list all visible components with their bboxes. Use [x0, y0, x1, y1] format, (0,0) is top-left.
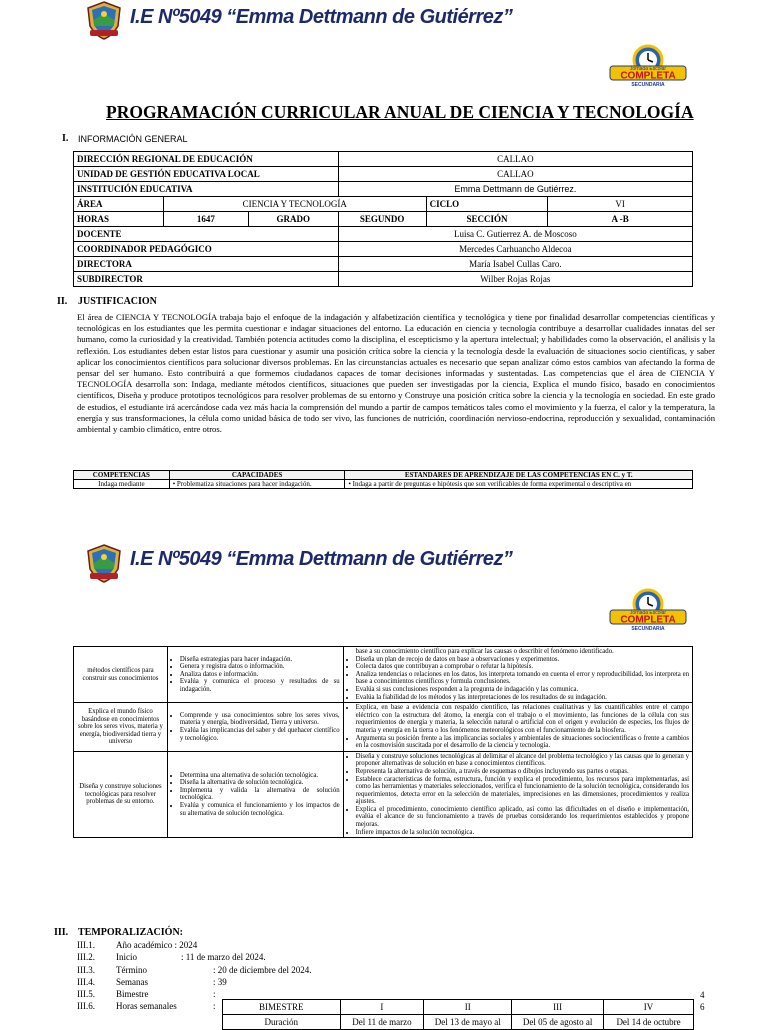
side-number: 6 [700, 1002, 705, 1012]
item-value: : 11 de marzo del 2024. [181, 952, 266, 963]
column-header: CAPACIDADES [169, 471, 345, 480]
table-row [74, 480, 693, 489]
item-value: : [213, 1001, 216, 1012]
competencia-cell: Explica el mundo físico basándose en conocimientos sobre los seres vivos, materia y energía, biodiversidad tierra y universo [74, 703, 168, 752]
table-cell: Del 05 de agosto al [512, 1015, 604, 1030]
section-number: I. [62, 133, 69, 144]
row-label: Duración [223, 1015, 341, 1030]
table-row [74, 227, 693, 242]
school-title: I.E Nº5049 “Emma Dettmann de Gutiérrez” [130, 6, 513, 28]
section-title: INFORMACIÓN GENERAL [78, 134, 188, 144]
clock-icon [608, 584, 688, 636]
section-number: III. [54, 927, 69, 938]
competencies-table [73, 646, 693, 838]
list-item: • Diseña un plan de recojo de datos en base a observaciones y experimentos. [356, 656, 689, 664]
list-item [77, 951, 377, 963]
info-value: CALLAO [338, 152, 692, 167]
capacidades-cell [167, 647, 343, 703]
list-item: • Explica, en base a evidencia con respaldo científico, las relaciones cualitativas y las cuantificables entre el campo eléctrico con la estructura del átomo, la energía con el trabajo o el movimiento, las funciones de la célula con sus requerimientos de energía y materia, la selección natural o artificial con el origen y evolución de especies, los flujos de materia y energía en la tierra o los fenómenos meteorológicos con el funcionamiento de la biosfera. [356, 704, 689, 734]
clock-icon [608, 40, 688, 92]
list-item: • Infiere impactos de la solución tecnológica. [356, 829, 689, 837]
list-item: • Implementa y valida la alternativa de solución tecnológica. [180, 787, 340, 802]
column-header: II [424, 1000, 512, 1015]
item-label: Término [116, 964, 147, 975]
item-number: III.5. [77, 989, 95, 1000]
list-item [77, 964, 377, 976]
table-row [74, 471, 693, 480]
info-label: UNIDAD DE GESTIÓN EDUCATIVA LOCAL [74, 167, 339, 182]
list-item: • Analiza datos e información. [180, 671, 340, 679]
item-value: : 39 [213, 976, 227, 987]
badge-sub-text: SECUNDARIA [631, 82, 665, 88]
list-item: • Diseña estrategias para hacer indagación. [180, 656, 340, 664]
column-header: ESTANDARES DE APRENDIZAJE DE LAS COMPETENCIAS EN C. y T. [345, 471, 693, 480]
info-label: INSTITUCIÓN EDUCATIVA [74, 182, 339, 197]
justification-paragraph: El área de CIENCIA Y TECNOLOGÍA trabaja bajo el enfoque de la indagación y alfabetización científica y tecnológica y tiene por finalidad desarrollar competencias científicas y tecnológicas en los estudiantes que les permita cuestionar e indagar situaciones del entorno. La educación en ciencia y tecnología contribuye a desarrollar cualidades innatas del ser humano, como la curiosidad y la creatividad. También potencia actitudes como la disciplina, el escepticismo y la apertura intelectual; y habilidades como la observación, el análisis y la reflexión. Los estudiantes deben estar listos para cuestionar y asumir una posición crítica sobre la ciencia y la tecnología desde la evaluación de situaciones socio científicas, y saber aplicar los conocimientos científicos para solucionar diversos problemas. En las circunstancias actuales es necesario que sepan analizar cómo estos cambios van afectando la forma de pensar del ser humano. Esto contribuirá a que formemos ciudadanos capaces de tomar decisiones informadas y sustentadas. Las competencias que el área de CIENCIA Y TECNOLOGÍA desarrolla son: Indaga, mediante métodos científicos, situaciones que pueden ser investigadas por la ciencia, Explica el mundo físico, basado en conocimientos científicos, Diseña y produce prototipos tecnológicos para resolver problemas de su entorno y Construye una posición crítica sobre la ciencia y la tecnología en sociedad. En este grado de estudios, el estudiante irá acercándose cada vez más hacia la comprensión del mundo a partir de campos temáticos tales como el movimiento y la fuerza, el calor y la temperatura, la energía y sus transformaciones, la célula como unidad básica de todo ser vivo, las funciones de nutrición, coordinación nervioso-endocrina, reproducción y sexualidad, contaminación ambiental y cambio climático, entre otros. [77, 312, 715, 435]
item-value: : [213, 989, 216, 1000]
list-item: base a su conocimiento científico para explicar las causas o describir el fenómeno identificado. [355, 648, 614, 655]
info-label: DOCENTE [74, 227, 339, 242]
info-label: DIRECCIÓN REGIONAL DE EDUCACIÓN [74, 152, 339, 167]
table-row [74, 751, 693, 838]
section-title: TEMPORALIZACIÓN: [78, 927, 184, 938]
info-value: Luisa C. Gutierrez A. de Moscoso [338, 227, 692, 242]
info-label: COORDINADOR PEDAGÓGICO [74, 242, 339, 257]
table-row [74, 272, 693, 287]
section-title: JUSTIFICACION [78, 296, 157, 307]
jornada-completa-badge [608, 584, 688, 636]
competencies-table-header [73, 470, 693, 489]
table-cell: Del 11 de marzo [340, 1015, 424, 1030]
competencia-cell: Diseña y construye soluciones tecnológicas para resolver problemas de su entorno. [74, 751, 168, 838]
info-value: SEGUNDO [338, 212, 426, 227]
competencia-cell: métodos científicos para construir sus conocimientos [74, 647, 168, 703]
table-row [74, 647, 693, 703]
table-row [223, 1000, 694, 1015]
info-label: SUBDIRECTOR [74, 272, 339, 287]
info-value: Emma Dettmann de Gutiérrez. [338, 182, 692, 197]
table-cell: Indaga mediante [74, 480, 170, 489]
badge-main-text: COMPLETA [620, 614, 676, 626]
column-header: IV [604, 1000, 694, 1015]
list-item [77, 939, 377, 951]
badge-sub-text: SECUNDARIA [631, 626, 665, 632]
list-item: • Establece características de forma, estructura, función y explica el procedimiento, los recursos para implementarlas, así como las herramientas y materiales seleccionados, verifica el funcionamiento de la solución tecnológica, considerando los requerimientos, detecta error en la selección de materiales, imprecisiones en las dimensiones, procedimientos y realiza ajustes. [356, 776, 689, 806]
table-row [74, 167, 693, 182]
list-item: • Evalúa y comunica el proceso y resultados de su indagación. [180, 678, 340, 693]
badge-main-text: COMPLETA [620, 70, 676, 82]
info-value: VI [548, 197, 693, 212]
item-number: III.1. [77, 940, 95, 950]
item-label: Bimestre [116, 989, 149, 1000]
column-header: COMPETENCIAS [74, 471, 170, 480]
side-number: 4 [700, 990, 705, 1000]
item-label: Horas semanales [116, 1001, 177, 1012]
table-row [74, 182, 693, 197]
estandares-cell [343, 751, 692, 838]
info-value: Wilber Rojas Rojas [338, 272, 692, 287]
info-value: A -B [548, 212, 693, 227]
table-row [223, 1015, 694, 1030]
table-row [74, 152, 693, 167]
info-value: CIENCIA Y TECNOLOGÍA [163, 197, 426, 212]
bimester-table [222, 999, 694, 1030]
estandares-cell [343, 703, 692, 752]
list-item: • Evalúa y comunica el funcionamiento y los impactos de su alternativa de solución tecnológica. [180, 802, 340, 817]
badge-top-text: Jornada Escolar [629, 610, 667, 616]
section-number: II. [57, 296, 68, 307]
item-label: Inicio [116, 952, 137, 963]
badge-top-text: Jornada Escolar [629, 66, 667, 72]
info-label: GRADO [248, 212, 338, 227]
item-value: : 20 de diciembre del 2024. [213, 964, 312, 975]
school-title: I.E Nº5049 “Emma Dettmann de Gutiérrez” [130, 548, 513, 570]
info-label: ÁREA [74, 197, 164, 212]
info-value: 1647 [163, 212, 248, 227]
list-item: • Evalúa si sus conclusiones responden a la pregunta de indagación y las comunica. [356, 686, 689, 694]
info-value: CALLAO [338, 167, 692, 182]
estandares-cell [343, 647, 692, 703]
table-row [74, 242, 693, 257]
general-info-table [73, 151, 693, 287]
list-item: • Evalúa las implicancias del saber y del quehacer científico y tecnológico. [180, 727, 340, 742]
jornada-completa-badge [608, 40, 688, 92]
info-label: CICLO [426, 197, 548, 212]
list-item: • Colecta datos que contribuyan a comprobar o refutar la hipótesis. [356, 663, 689, 671]
column-header: BIMESTRE [223, 1000, 341, 1015]
column-header: III [512, 1000, 604, 1015]
column-header: I [340, 1000, 424, 1015]
list-item: • Determina una alternativa de solución tecnológica. [180, 772, 340, 780]
table-row [74, 212, 693, 227]
info-value: María Isabel Cullas Caro. [338, 257, 692, 272]
list-item: • Diseña la alternativa de solución tecnológica. [180, 779, 340, 787]
table-row [74, 197, 693, 212]
info-value: Mercedes Carhuancho Aldecoa [338, 242, 692, 257]
info-label: DIRECTORA [74, 257, 339, 272]
list-item: • Diseña y construye soluciones tecnológicas al delimitar el alcance del problema tecnológico y las causas que lo generan y proponer alternativas de solución en base a conocimientos científicos. [356, 753, 689, 768]
item-number: III.6. [77, 1001, 95, 1012]
table-cell: • Indaga a partir de preguntas e hipótesis que son verificables de forma experimental o descriptiva en [345, 480, 693, 489]
item-number: III.2. [77, 952, 95, 963]
list-item: • Comprende y usa conocimientos sobre los seres vivos, materia y energía, biodiversidad, Tierra y universo. [180, 712, 340, 727]
list-item: • Genera y registra datos o información. [180, 663, 340, 671]
table-row [74, 703, 693, 752]
item-number: III.3. [77, 964, 95, 975]
school-crest-logo [84, 0, 124, 40]
table-row [74, 257, 693, 272]
list-item: • Argumenta su posición frente a las implicancias sociales y ambientales de situaciones sociocientíficas o frente a cambios en la cosmovisión suscitada por el desarrollo de la ciencia y tecnología. [356, 735, 689, 750]
page-title: PROGRAMACIÓN CURRICULAR ANUAL DE CIENCIA Y TECNOLOGÍA [106, 102, 694, 122]
list-item: • Representa la alternativa de solución, a través de esquemas o dibujos incluyendo sus partes o etapas. [356, 768, 689, 776]
list-item: • Analiza tendencias o relaciones en los datos, los interpreta tomando en cuenta el error y reproducibilidad, los interpreta en base a conocimientos científicos y formula conclusiones. [356, 671, 689, 686]
list-item: • Explica el procedimiento, conocimiento científico aplicado, así como las dificultades en el diseño e implementación, evalúa el alcance de su funcionamiento a través de pruebas considerando los requerimientos establecidos y propone mejoras. [356, 806, 689, 829]
item-label: Semanas [116, 976, 148, 987]
list-item: • Evalúa la fiabilidad de los métodos y las interpretaciones de los resultados de su indagación. [356, 694, 689, 702]
list-item [77, 976, 377, 988]
capacidades-cell [167, 703, 343, 752]
school-crest-logo [84, 543, 124, 583]
item-label: Año académico : 2024 [116, 940, 198, 950]
table-cell: • Problematiza situaciones para hacer indagación. [169, 480, 345, 489]
capacidades-cell [167, 751, 343, 838]
info-label: HORAS [74, 212, 164, 227]
table-cell: Del 13 de mayo al [424, 1015, 512, 1030]
item-number: III.4. [77, 976, 95, 987]
table-cell: Del 14 de octubre [604, 1015, 694, 1030]
info-label: SECCIÓN [426, 212, 548, 227]
